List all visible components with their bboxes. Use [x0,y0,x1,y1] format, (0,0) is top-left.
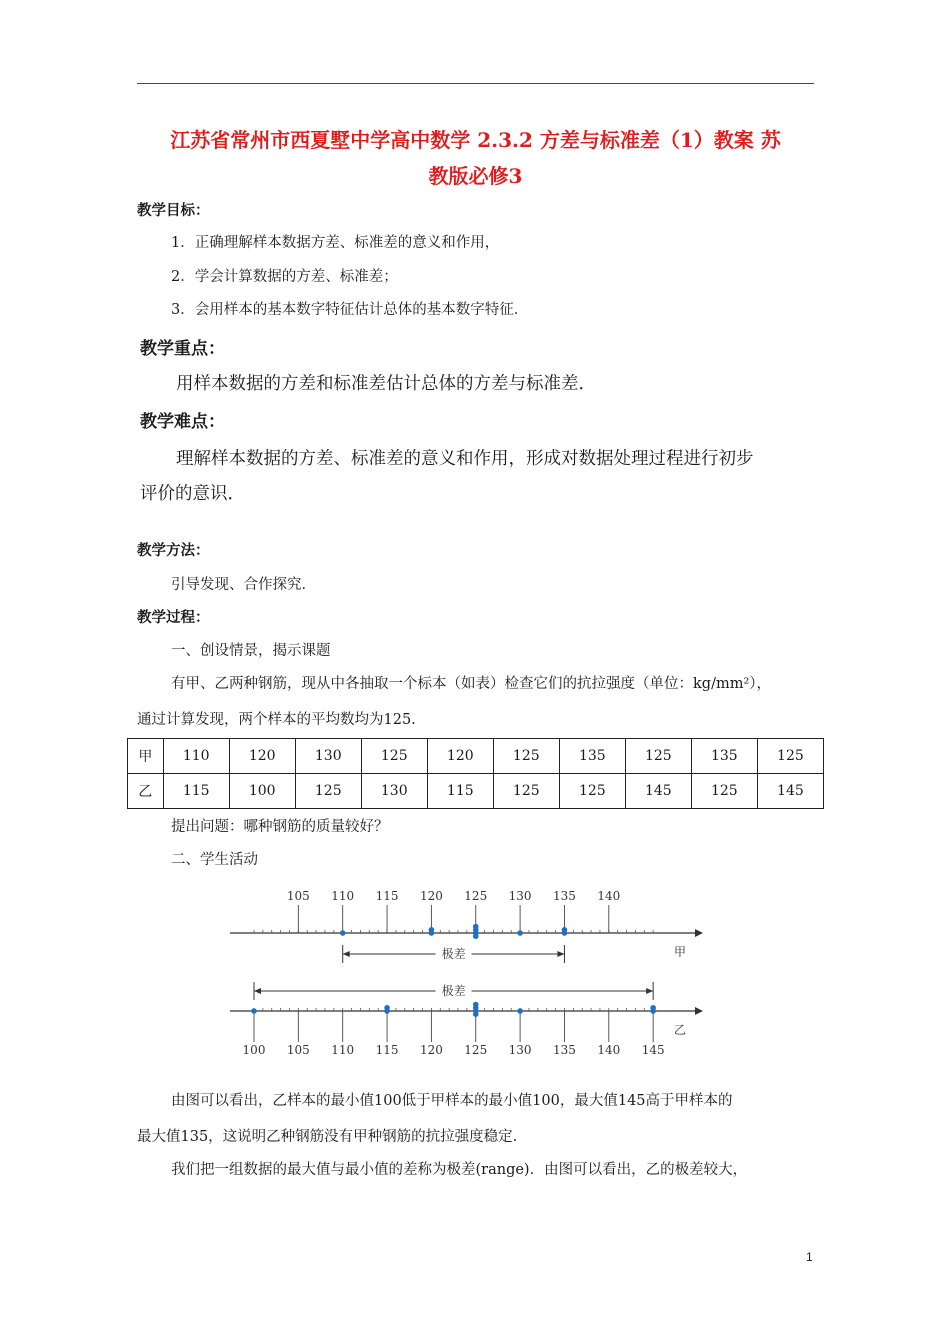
conclusion-line-3: 我们把一组数据的最大值与最小值的差称为极差(range)．由图可以看出，乙的极差较大， [171,1162,748,1178]
tick-label: 120 [419,889,443,903]
range-arrow [557,951,564,957]
objective-item: 2．学会计算数据的方差、标准差； [171,269,398,285]
axis-arrow [695,929,703,937]
tick-label: 130 [508,889,532,903]
range-arrow [646,988,653,994]
method-text: 引导发现、合作探究． [171,577,316,593]
series-label: 乙 [673,1023,687,1037]
tick-label: 140 [597,889,621,903]
table-cell: 130 [295,739,361,774]
document-title [137,122,814,194]
page-number: 1 [806,1250,813,1264]
intro-paragraph-line-1: 有甲、乙两种钢筋，现从中各抽取一个标本（如表）检查它们的抗拉强度（单位：kg/mm²）， [171,676,772,692]
range-label: 极差 [441,947,466,961]
process-heading: 教学过程： [137,609,210,626]
table-cell: 115 [163,774,229,809]
table-cell: 125 [493,774,559,809]
tick-label: 135 [552,1043,576,1057]
table-cell: 125 [625,739,691,774]
range-arrow [254,988,261,994]
data-point [562,927,568,933]
method-heading: 教学方法： [137,542,210,559]
tick-label: 135 [552,889,576,903]
table-cell: 125 [493,739,559,774]
data-point [650,1005,656,1011]
table-cell: 110 [163,739,229,774]
difficulties-heading: 教学难点： [140,412,225,432]
tick-label: 120 [419,1043,443,1057]
data-point [384,1005,390,1011]
data-point [473,1011,479,1017]
table-row-jia [128,739,824,774]
difficulties-line-2: 评价的意识． [140,484,245,504]
data-point [473,924,479,930]
table-cell: 125 [691,774,757,809]
tick-label: 110 [331,1043,355,1057]
header-rule [137,83,814,84]
title-line-1: 江苏省常州市西夏墅中学高中数学 2.3.2 方差与标准差（1）教案 苏 [170,128,781,152]
section-1-heading: 一、创设情景，揭示课题 [171,643,331,659]
tick-label: 110 [331,889,355,903]
tick-label: 115 [375,1043,399,1057]
table-cell: 145 [625,774,691,809]
table-cell: 115 [427,774,493,809]
key-points-text: 用样本数据的方差和标准差估计总体的方差与标准差． [176,374,596,394]
table-cell: 130 [361,774,427,809]
data-point [473,1002,479,1008]
data-point [340,930,346,936]
data-point [429,927,435,933]
table-cell: 145 [757,774,823,809]
table-cell: 120 [229,739,295,774]
tick-label: 100 [242,1043,266,1057]
table-cell: 125 [559,774,625,809]
range-arrow [343,951,350,957]
tick-label: 105 [286,1043,310,1057]
data-point [473,933,479,939]
section-2-heading: 二、学生活动 [171,852,258,868]
number-line-yi [230,982,703,1057]
data-point [517,930,523,936]
table-cell: 100 [229,774,295,809]
data-point [517,1008,523,1014]
conclusion-line-1: 由图可以看出，乙样本的最小值100低于甲样本的最小值100，最大值145高于甲样本的 [171,1093,733,1109]
objective-item: 3．会用样本的基本数字特征估计总体的基本数字特征． [171,302,529,318]
objectives-heading: 教学目标： [137,202,210,219]
number-line-jia [230,889,703,963]
number-line-figure [225,880,705,1070]
range-label: 极差 [441,984,466,998]
row-label: 乙 [128,774,164,809]
difficulties-line-1: 理解样本数据的方差、标准差的意义和作用，形成对数据处理过程进行初步 [176,449,754,469]
table-cell: 135 [559,739,625,774]
table-cell: 125 [295,774,361,809]
tick-label: 115 [375,889,399,903]
tick-label: 130 [508,1043,532,1057]
question-text: 提出问题：哪种钢筋的质量较好？ [171,819,389,835]
table-row-yi [128,774,824,809]
objective-item: 1．正确理解样本数据方差、标准差的意义和作用， [171,235,500,251]
table-cell: 135 [691,739,757,774]
tick-label: 105 [286,889,310,903]
data-point [251,1008,257,1014]
row-label: 甲 [128,739,164,774]
intro-paragraph-line-2: 通过计算发现，两个样本的平均数均为125. [137,712,416,728]
table-cell: 125 [757,739,823,774]
table-cell: 120 [427,739,493,774]
table-cell: 125 [361,739,427,774]
tick-label: 145 [641,1043,665,1057]
title-line-2: 教版必修3 [428,164,523,188]
axis-arrow [695,1007,703,1015]
tick-label: 140 [597,1043,621,1057]
tick-label: 125 [464,889,488,903]
conclusion-line-2: 最大值135，这说明乙种钢筋没有甲种钢筋的抗拉强度稳定. [137,1129,518,1145]
strength-table [127,738,824,809]
series-label: 甲 [673,945,687,959]
key-points-heading: 教学重点： [140,339,225,359]
tick-label: 125 [464,1043,488,1057]
